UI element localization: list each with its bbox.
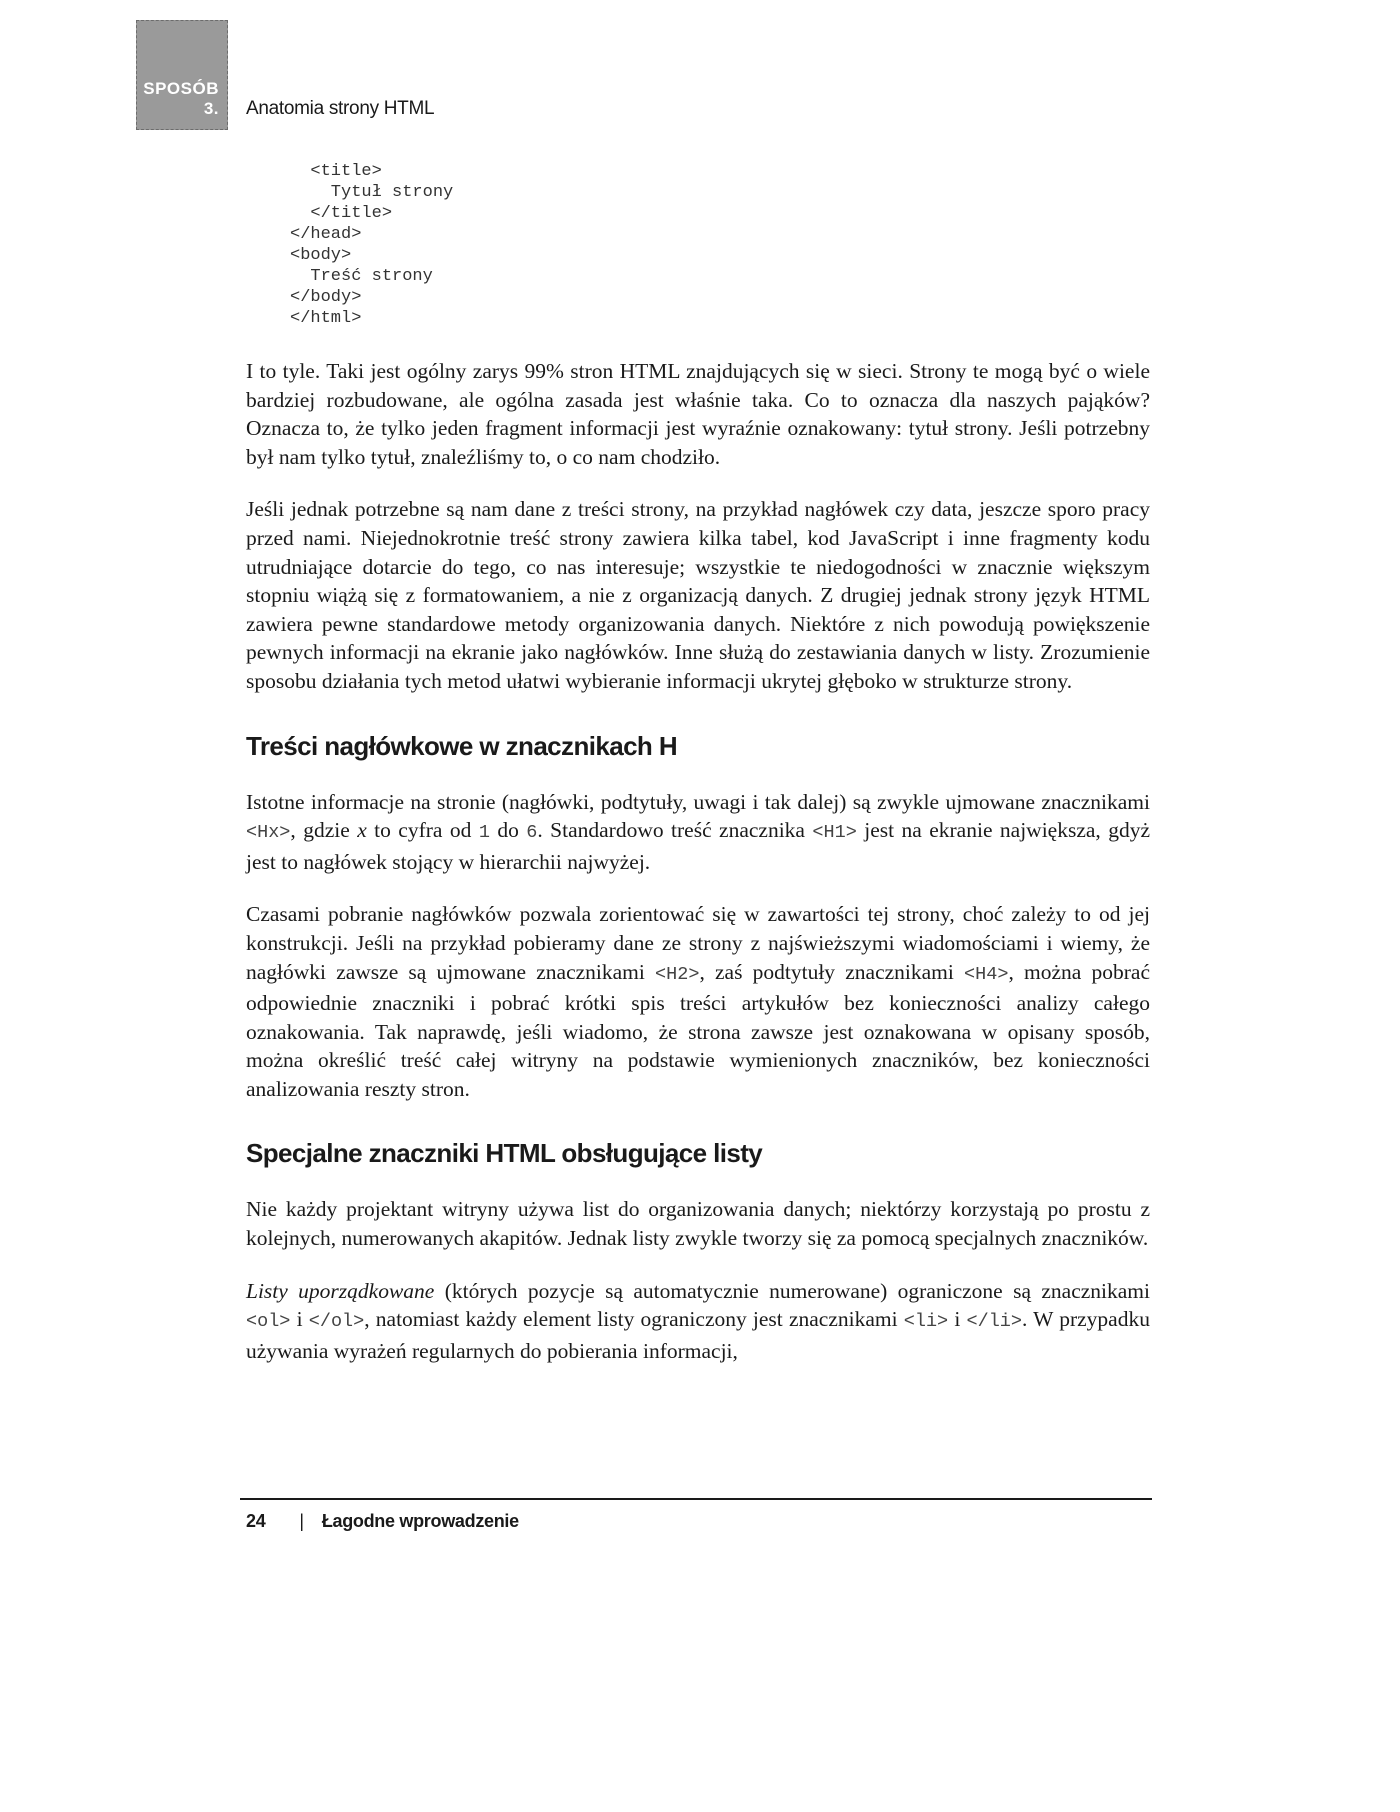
inline-code: 6 (526, 822, 538, 844)
paragraph-intro: I to tyle. Taki jest ogólny zarys 99% stron HTML znajdujących się w sieci. Strony te mogą być o wiele bardziej rozbudowane, ale ogólna zasada jest właśnie taka. Co to oznacza dla naszych pająków? Oznacza to, że tylko jeden fragment informacji jest wyraźnie oznakowany: tytuł strony. Jeśli potrzebny był nam tylko tytuł, znaleźliśmy to, o co nam chodziło. (246, 359, 1150, 469)
badge-number: 3. (203, 99, 219, 118)
running-head: Anatomia strony HTML (246, 98, 435, 119)
variable-x: x (357, 818, 367, 843)
inline-code: <H4> (964, 963, 1009, 985)
page-number: 24 (246, 1511, 266, 1531)
section-badge (136, 20, 228, 130)
paragraph-h-tags: Istotne informacje na stronie (nagłówki, podtytuły, uwagi i tak dalej) są zwykle ujmowane znacznikami <Hx>, gdzie x to cyfra od 1 do 6. Standardowo treść znacznika <H1> jest na ekranie największa, gdyż jest to nagłówek stojący w hierarchii najwyżej. (246, 789, 1151, 874)
footer-separator: | (299, 1511, 304, 1531)
inline-code: <ol> (246, 1311, 291, 1333)
paragraph-headers-usage: Czasami pobranie nagłówków pozwala zorientować się w zawartości tej strony, choć zależy to od jej konstrukcji. Jeśli na przykład pobieramy dane ze strony z najświeższymi wiadomościami i wiemy, że nagłówki zawsze są ujmowane znacznikami <H2>, zaś podtytuły znacznikami <H4>, można pobrać odpowiednie znaczniki i pobrać krótki spis treści artykułów bez konieczności analizy całego oznakowania. Tak naprawdę, jeśli wiadomo, że strona zawsze jest oznakowana w opisany sposób, można określić treść całej witryny na podstawie wymienionych znaczników, bez konieczności analizowania reszty stron. (246, 902, 1150, 1101)
inline-code: 1 (478, 822, 490, 844)
code-line: </head> (290, 225, 362, 244)
badge-word: SPOSÓB (143, 79, 219, 98)
term-ordered-lists: Listy uporządkowane (246, 1278, 435, 1303)
code-line: Treść strony (290, 267, 433, 286)
code-line: <body> (290, 246, 352, 265)
footer-chapter-title: Łagodne wprowadzenie (321, 1511, 519, 1531)
page-footer (246, 1511, 519, 1532)
inline-code: </li> (966, 1311, 1022, 1333)
inline-code: <Hx> (246, 822, 291, 844)
code-line: </html> (290, 309, 362, 328)
code-line: <title> (290, 162, 382, 181)
footer-rule (240, 1498, 1152, 1500)
inline-code: <H2> (655, 963, 700, 985)
paragraph-lists-intro: Nie każdy projektant witryny używa list do organizowania danych; niektórzy korzystają po prostu z kolejnych, numerowanych akapitów. Jednak listy zwykle tworzy się za pomocą specjalnych znaczników. (246, 1197, 1150, 1251)
section-heading-lists: Specjalne znaczniki HTML obsługujące listy (246, 1138, 763, 1169)
main-content (246, 357, 1150, 1389)
code-line: Tytuł strony (290, 183, 454, 202)
section-heading-h-tags: Treści nagłówkowe w znacznikach H (246, 730, 678, 761)
code-listing (290, 161, 453, 329)
inline-code: <li> (903, 1311, 949, 1333)
paragraph-structure: Jeśli jednak potrzebne są nam dane z treści strony, na przykład nagłówek czy data, jeszcze sporo pracy przed nami. Niejednokrotnie treść strony zawiera kilka tabel, kod JavaScript i inne fragmenty kodu utrudniające dotarcie do tego, co nas interesuje; wszystkie te niedogodności w znacznie większym stopniu wiążą się z formatowaniem, a nie z organizacją danych. Z drugiej jednak strony język HTML zawiera pewne standardowe metody organizowania danych. Niektóre z nich powodują powiększenie pewnych informacji na ekranie jako nagłówków. Inne służą do zestawiania danych w listy. Zrozumienie sposobu działania tych metod ułatwi wybieranie informacji ukrytej głęboko w strukturze strony. (246, 497, 1150, 693)
inline-code: <H1> (812, 822, 857, 844)
inline-code: </ol> (308, 1311, 365, 1333)
code-line: </body> (290, 288, 362, 307)
paragraph-ordered-lists: Listy uporządkowane (których pozycje są automatycznie numerowane) ograniczone są znacznikami <ol> i </ol>, natomiast każdy element listy ograniczony jest znacznikami <li> i </li>. W przypadku używania wyrażeń regularnych do pobierania informacji, (246, 1278, 1150, 1363)
code-line: </title> (290, 204, 393, 223)
